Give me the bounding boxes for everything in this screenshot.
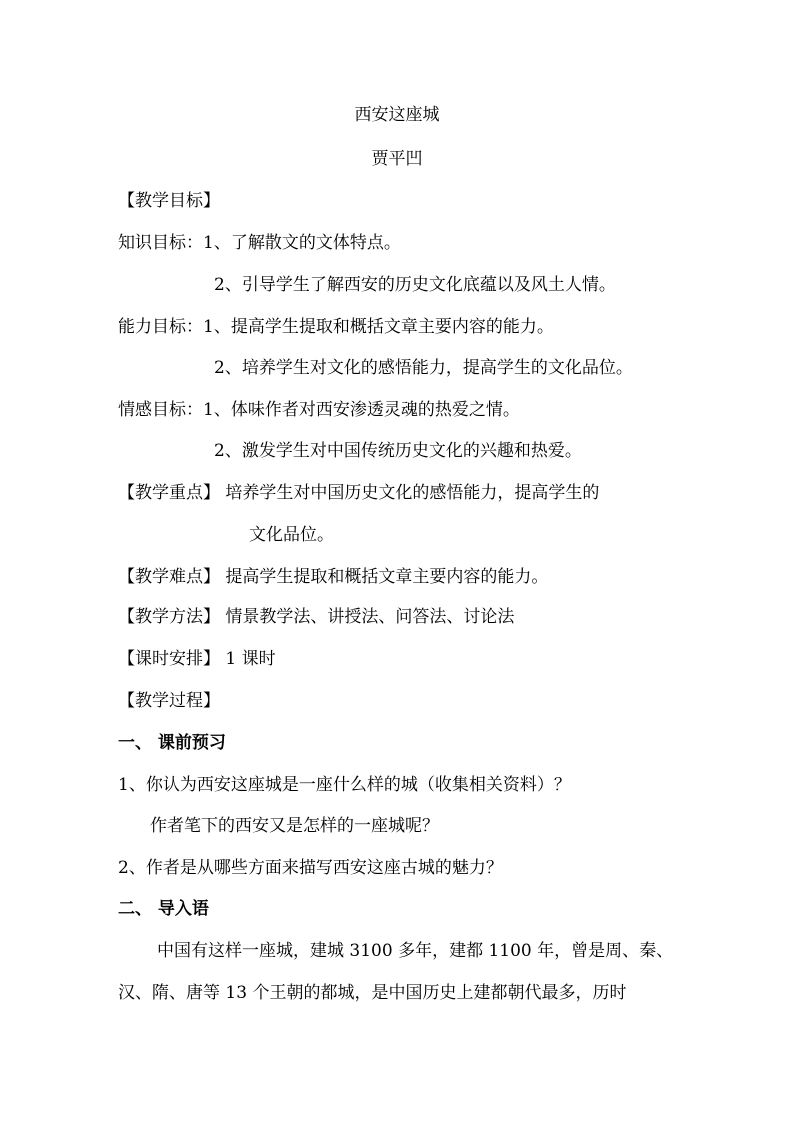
knowledge-goal-1: 知识目标：1、了解散文的文体特点。 <box>118 233 401 253</box>
process-header: 【教学过程】 <box>118 691 220 711</box>
question-1-line-1: 1、你认为西安这座城是一座什么样的城（收集相关资料）？ <box>118 775 571 795</box>
teaching-methods: 【教学方法】 情景教学法、讲授法、问答法、讨论法 <box>118 607 515 627</box>
key-point-line-2: 文化品位。 <box>249 525 334 545</box>
difficulty: 【教学难点】 提高学生提取和概括文章主要内容的能力。 <box>118 567 549 587</box>
author-name: 贾平凹 <box>371 149 423 169</box>
intro-line-2: 汉、隋、唐等 13 个王朝的都城，是中国历史上建都朝代最多，历时 <box>118 983 627 1003</box>
document-title: 西安这座城 <box>354 105 440 125</box>
class-schedule: 【课时安排】 1 课时 <box>118 649 276 669</box>
intro-line-1: 中国有这样一座城，建城 3100 多年，建都 1100 年，曾是周、秦、 <box>157 941 674 961</box>
goals-header: 【教学目标】 <box>118 191 220 211</box>
key-point-line-1: 【教学重点】 培养学生对中国历史文化的感悟能力，提高学生的 <box>118 483 600 503</box>
section-1-title: 一、 课前预习 <box>118 733 226 753</box>
question-1-line-2: 作者笔下的西安又是怎样的一座城呢？ <box>150 816 439 836</box>
emotion-goal-2: 2、激发学生对中国传统历史文化的兴趣和热爱。 <box>214 441 582 461</box>
emotion-goal-1: 情感目标：1、体味作者对西安渗透灵魂的热爱之情。 <box>118 400 520 420</box>
ability-goal-2: 2、培养学生对文化的感悟能力，提高学生的文化品位。 <box>214 358 633 378</box>
knowledge-goal-2: 2、引导学生了解西安的历史文化底蕴以及风土人情。 <box>214 275 616 295</box>
section-2-title: 二、 导入语 <box>118 899 209 919</box>
question-2: 2、作者是从哪些方面来描写西安这座古城的魅力？ <box>118 858 503 878</box>
ability-goal-1: 能力目标：1、提高学生提取和概括文章主要内容的能力。 <box>118 317 554 337</box>
